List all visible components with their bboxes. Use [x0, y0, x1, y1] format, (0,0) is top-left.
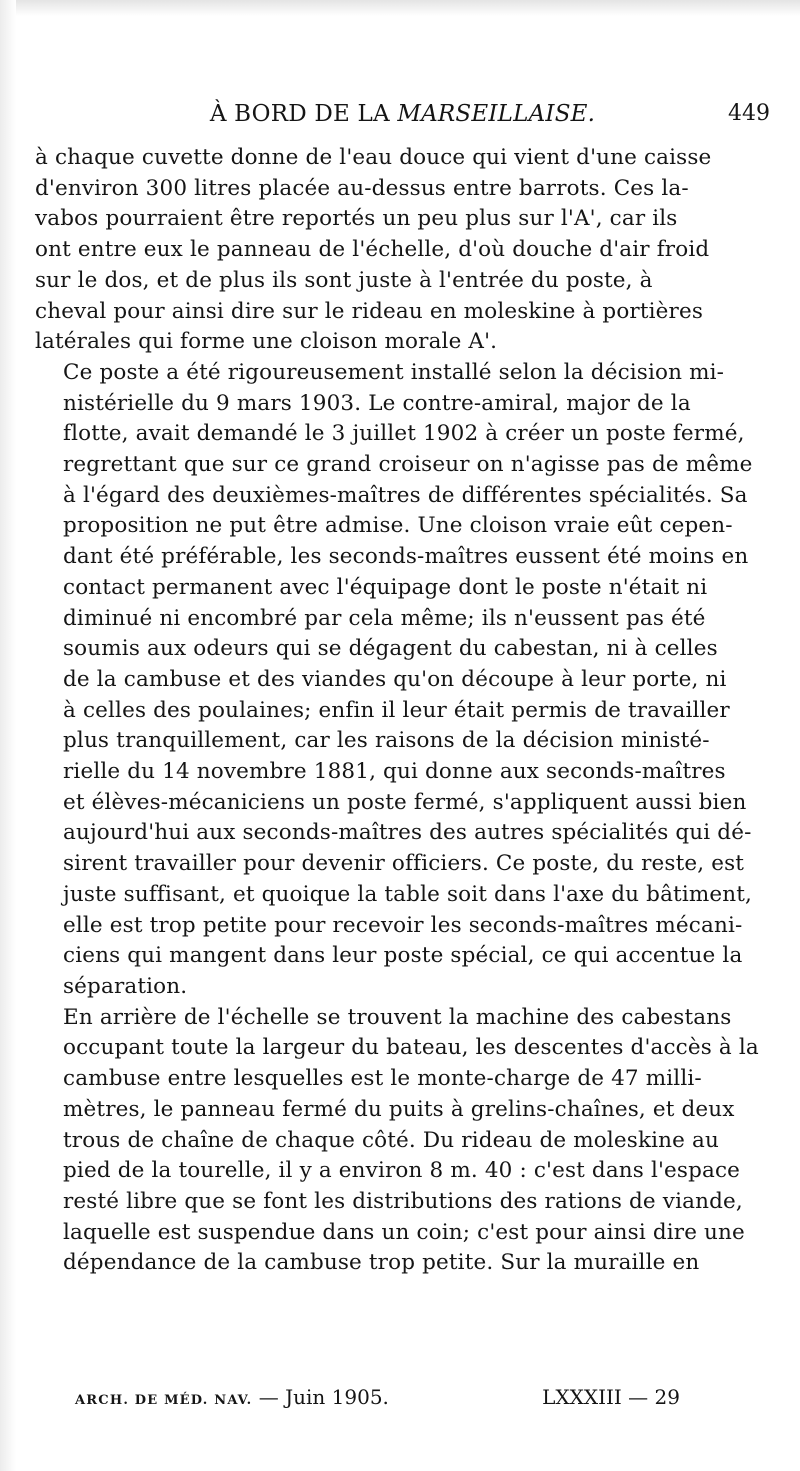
text-line: aujourd'hui aux seconds-maîtres des autres spécialités qui dé- [63, 820, 752, 846]
text-line: ont entre eux le panneau de l'échelle, d'où douche d'air froid [35, 237, 710, 263]
text-line: laquelle est suspendue dans un coin; c'est pour ainsi dire une [63, 1219, 745, 1245]
text-line: dépendance de la cambuse trop petite. Sur la muraille en [63, 1250, 700, 1276]
footer-journal: ARCH. DE MÉD. NAV. [75, 1393, 253, 1408]
text-line: cheval pour ainsi dire sur le rideau en moleskine à portières [35, 298, 704, 324]
text-line: vabos pourraient être reportés un peu plus sur l'A', car ils [35, 206, 678, 232]
text-line: d'environ 300 litres placée au-dessus entre barrots. Ces la- [35, 175, 689, 201]
text-line: flotte, avait demandé le 3 juillet 1902 à créer un poste fermé, [63, 421, 745, 447]
running-head-prefix: À BORD DE LA [209, 101, 398, 127]
page-footer [75, 1380, 680, 1414]
text-line: trous de chaîne de chaque côté. Du rideau de moleskine au [63, 1127, 719, 1153]
running-head [35, 96, 770, 132]
text-line: séparation. [63, 973, 188, 999]
text-line: de la cambuse et des viandes qu'on découpe à leur porte, ni [63, 666, 727, 692]
text-line: à chaque cuvette donne de l'eau douce qui vient d'une caisse [35, 145, 712, 170]
paragraph-3 [35, 1003, 770, 1279]
text-line: sur le dos, et de plus ils sont juste à l'entrée du poste, à [35, 267, 653, 293]
text-line: nistérielle du 9 mars 1903. Le contre-amiral, major de la [63, 390, 691, 416]
text-line: resté libre que se font les distributions des rations de viande, [63, 1188, 743, 1214]
body-text [35, 143, 770, 1279]
text-line: plus tranquillement, car les raisons de la décision ministé- [63, 728, 710, 754]
text-line: En arrière de l'échelle se trouvent la machine des cabestans [63, 1004, 732, 1030]
text-line: occupant toute la largeur du bateau, les descentes d'accès à la [63, 1035, 759, 1061]
text-line: et élèves-mécaniciens un poste fermé, s'appliquent aussi bien [63, 789, 747, 815]
text-line: juste suffisant, et quoique la table soit dans l'axe du bâtiment, [63, 881, 753, 907]
text-line: sirent travailler pour devenir officiers. Ce poste, du reste, est [63, 851, 745, 877]
text-line: ciens qui mangent dans leur poste spécial, ce qui accentue la [63, 943, 743, 969]
text-line: rielle du 14 novembre 1881, qui donne aux seconds-maîtres [63, 759, 726, 785]
footer-citation [75, 1380, 389, 1418]
text-line: elle est trop petite pour recevoir les seconds-maîtres mécani- [63, 912, 743, 938]
page-header [35, 96, 770, 132]
page-number: 449 [728, 101, 770, 126]
text-line: mètres, le panneau fermé du puits à grelins-chaînes, et deux [63, 1096, 735, 1122]
text-line: diminué ni encombré par cela même; ils n'eussent pas été [63, 605, 706, 631]
page-top-edge [0, 0, 800, 16]
text-line: à l'égard des deuxièmes-maîtres de différentes spécialités. Sa [63, 482, 748, 508]
page-left-edge [0, 0, 16, 1471]
footer-signature: LXXXIII — 29 [542, 1385, 680, 1409]
running-head-ship-name: MARSEILLAISE. [397, 101, 596, 127]
text-line: pied de la tourelle, il y a environ 8 m. 40 : c'est dans l'espace [63, 1158, 741, 1184]
text-line: proposition ne put être admise. Une cloison vraie eût cepen- [63, 513, 733, 539]
paragraph-2 [35, 358, 770, 1003]
paragraph-1 [35, 143, 770, 358]
text-line: latérales qui forme une cloison morale A'. [35, 329, 498, 355]
text-line: contact permanent avec l'équipage dont le poste n'était ni [63, 574, 708, 600]
text-line: dant été préférable, les seconds-maîtres eussent été moins en [63, 544, 749, 570]
text-line: Ce poste a été rigoureusement installé selon la décision mi- [63, 359, 725, 385]
text-line: soumis aux odeurs qui se dégagent du cabestan, ni à celles [63, 636, 718, 662]
text-line: cambuse entre lesquelles est le monte-charge de 47 milli- [63, 1066, 702, 1092]
text-line: à celles des poulaines; enfin il leur était permis de travailler [63, 697, 730, 723]
footer-date: — Juin 1905. [252, 1385, 389, 1409]
text-line: regrettant que sur ce grand croiseur on n'agisse pas de même [63, 452, 753, 478]
